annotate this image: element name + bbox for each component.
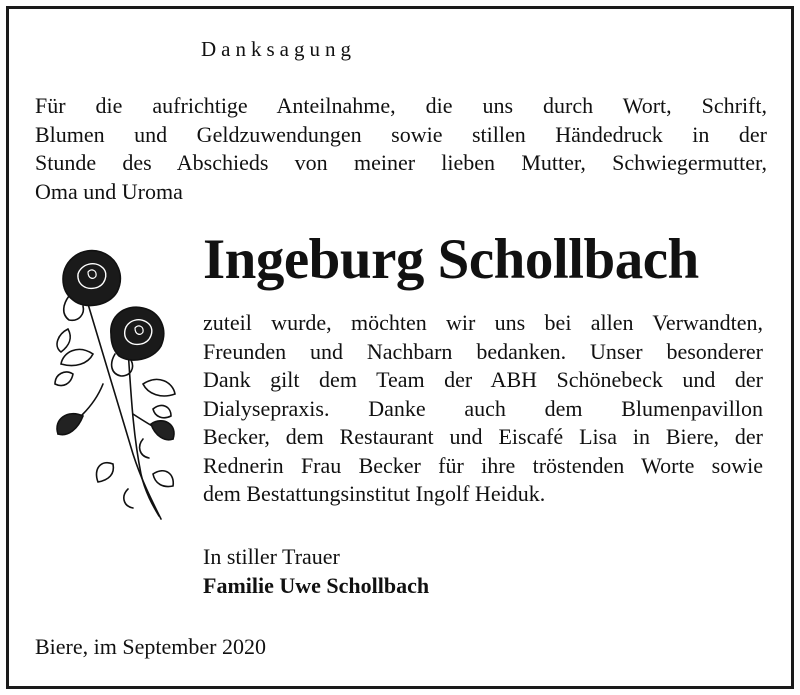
deceased-name: Ingeburg Schollbach — [203, 228, 699, 291]
obituary-card — [6, 6, 794, 689]
body-line: zuteil wurde, möchten wir uns bei allen Verwandten, — [203, 310, 763, 335]
intro-text — [35, 92, 767, 206]
body-line: dem Bestattungsinstitut Ingolf Heiduk. — [203, 481, 546, 506]
roses-illustration — [33, 234, 183, 524]
intro-line: Blumen und Geldzuwendungen sowie stillen Händedruck in der — [35, 121, 767, 147]
intro-line: Stunde des Abschieds von meiner lieben Mutter, Schwiegermutter, — [35, 150, 767, 175]
body-line: Dank gilt dem Team der ABH Schönebeck und der — [203, 367, 763, 392]
place-date: Biere, im September 2020 — [35, 634, 266, 659]
closing-block — [203, 543, 429, 600]
family-signature: Familie Uwe Schollbach — [203, 572, 430, 598]
trauer-text: In stiller Trauer — [203, 544, 340, 569]
heading: Danksagung — [201, 37, 356, 61]
intro-line: Für die aufrichtige Anteilnahme, die uns durch Wort, Schrift, — [35, 93, 767, 118]
body-text — [203, 309, 763, 509]
body-line: Dialysepraxis. Danke auch dem Blumenpavillon — [203, 395, 763, 421]
body-line: Rednerin Frau Becker für ihre tröstenden Worte sowie — [203, 452, 763, 478]
body-line: Freunden und Nachbarn bedanken. Unser besonderer — [203, 338, 763, 364]
body-line: Becker, dem Restaurant und Eiscafé Lisa in Biere, der — [203, 424, 763, 449]
intro-line: Oma und Uroma — [35, 178, 183, 204]
